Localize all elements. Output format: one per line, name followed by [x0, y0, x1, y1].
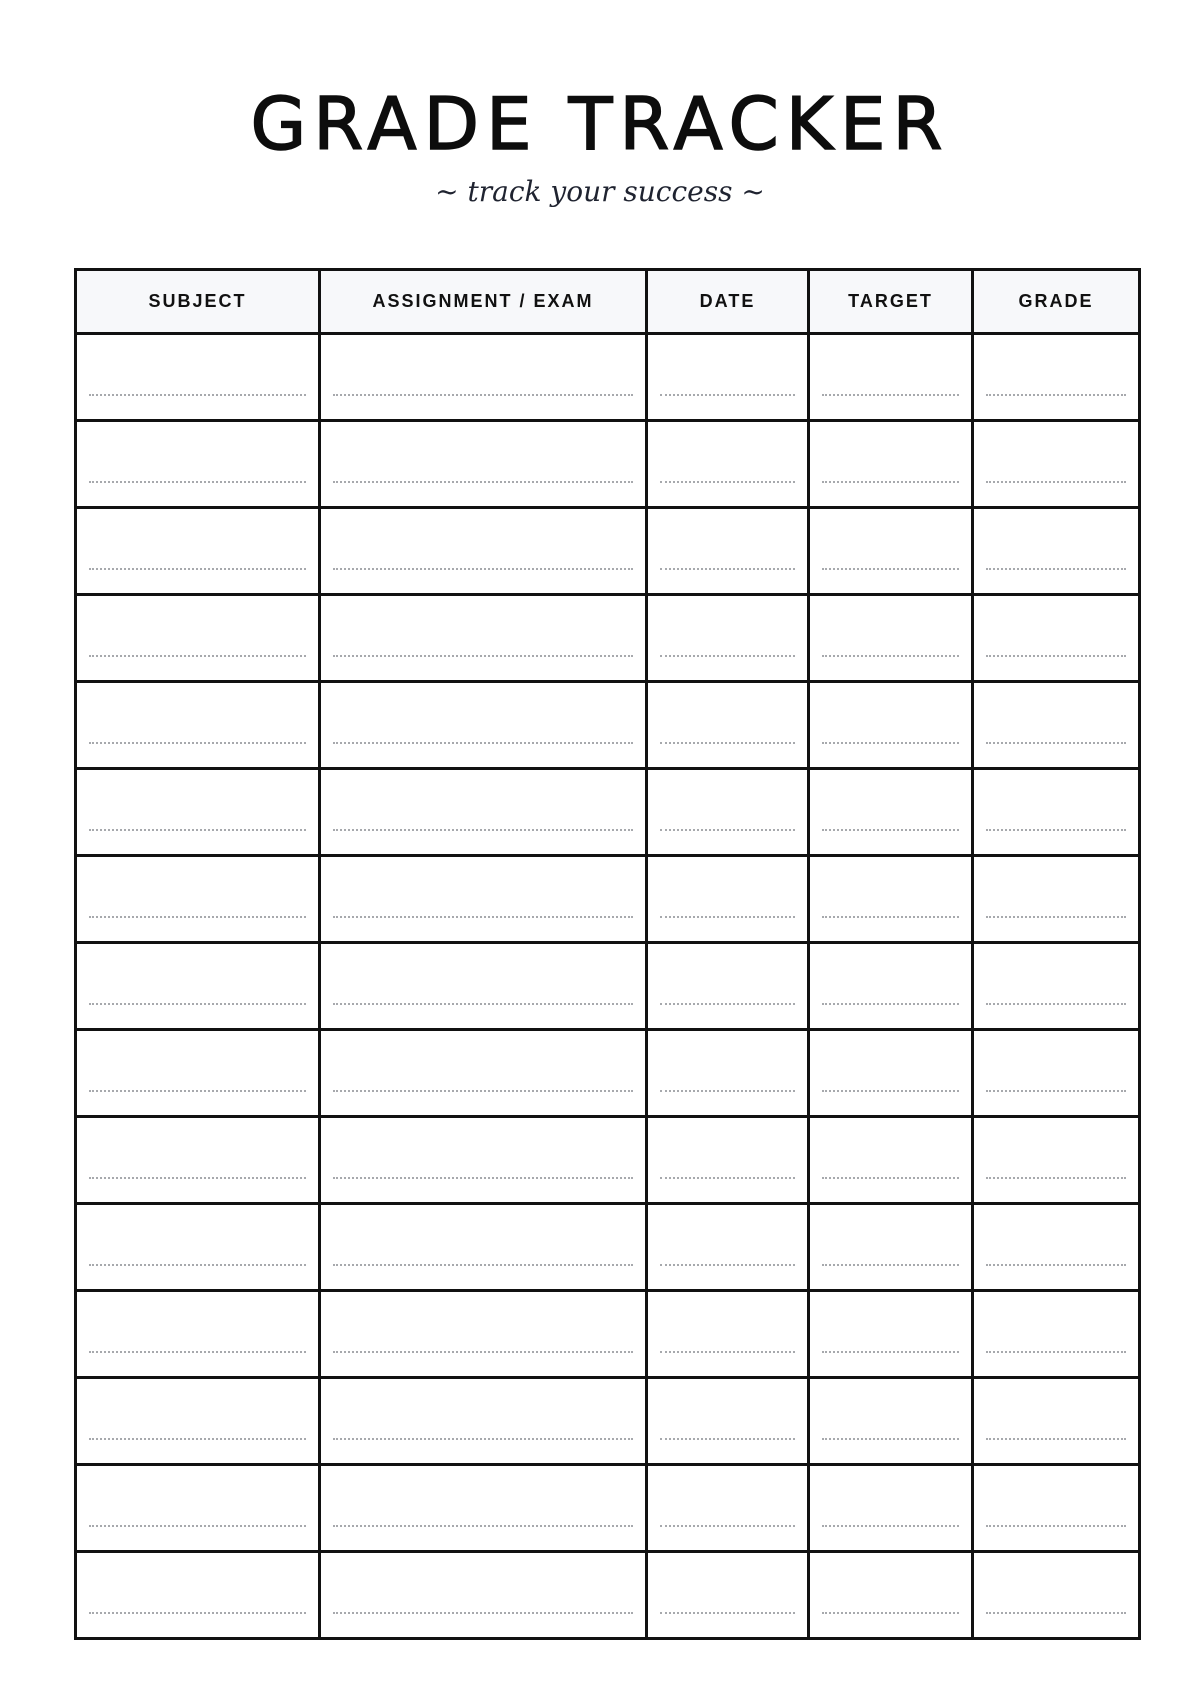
dotted-writing-line [822, 1177, 959, 1179]
cell-target[interactable] [809, 595, 973, 682]
cell-date[interactable] [647, 682, 809, 769]
dotted-writing-line [660, 1090, 795, 1092]
table-row [76, 1117, 1140, 1204]
cell-target[interactable] [809, 1030, 973, 1117]
dotted-writing-line [333, 655, 633, 657]
dotted-writing-line [660, 1351, 795, 1353]
column-header-target: TARGET [809, 270, 973, 334]
dotted-writing-line [822, 1525, 959, 1527]
dotted-writing-line [89, 1438, 306, 1440]
table-row [76, 1465, 1140, 1552]
table-row [76, 1204, 1140, 1291]
cell-target[interactable] [809, 856, 973, 943]
cell-subject[interactable] [76, 769, 320, 856]
dotted-writing-line [333, 1612, 633, 1614]
table-row [76, 856, 1140, 943]
dotted-writing-line [660, 829, 795, 831]
cell-target[interactable] [809, 1291, 973, 1378]
cell-grade[interactable] [973, 1117, 1140, 1204]
dotted-writing-line [333, 916, 633, 918]
cell-date[interactable] [647, 1204, 809, 1291]
cell-subject[interactable] [76, 682, 320, 769]
cell-target[interactable] [809, 1117, 973, 1204]
table-row [76, 769, 1140, 856]
dotted-writing-line [822, 1438, 959, 1440]
dotted-writing-line [822, 1264, 959, 1266]
cell-subject[interactable] [76, 1204, 320, 1291]
cell-assignment[interactable] [320, 943, 647, 1030]
dotted-writing-line [660, 1438, 795, 1440]
dotted-writing-line [89, 1525, 306, 1527]
dotted-writing-line [89, 1612, 306, 1614]
dotted-writing-line [660, 1612, 795, 1614]
dotted-writing-line [89, 568, 306, 570]
dotted-writing-line [660, 1525, 795, 1527]
dotted-writing-line [986, 1525, 1126, 1527]
cell-assignment[interactable] [320, 1030, 647, 1117]
cell-grade[interactable] [973, 856, 1140, 943]
cell-date[interactable] [647, 421, 809, 508]
table-row [76, 508, 1140, 595]
cell-date[interactable] [647, 1378, 809, 1465]
dotted-writing-line [822, 481, 959, 483]
column-header-subject: SUBJECT [76, 270, 320, 334]
cell-subject[interactable] [76, 1552, 320, 1639]
cell-date[interactable] [647, 769, 809, 856]
dotted-writing-line [986, 742, 1126, 744]
dotted-writing-line [660, 481, 795, 483]
cell-date[interactable] [647, 1030, 809, 1117]
table-header [76, 270, 1140, 334]
dotted-writing-line [986, 916, 1126, 918]
cell-target[interactable] [809, 1204, 973, 1291]
dotted-writing-line [822, 1003, 959, 1005]
cell-subject[interactable] [76, 943, 320, 1030]
column-header-grade: GRADE [973, 270, 1140, 334]
cell-grade[interactable] [973, 1204, 1140, 1291]
table-row [76, 1552, 1140, 1639]
cell-target[interactable] [809, 334, 973, 421]
dotted-writing-line [89, 481, 306, 483]
dotted-writing-line [333, 568, 633, 570]
cell-target[interactable] [809, 682, 973, 769]
column-header-assignment: ASSIGNMENT / EXAM [320, 270, 647, 334]
cell-assignment[interactable] [320, 421, 647, 508]
dotted-writing-line [822, 742, 959, 744]
cell-assignment[interactable] [320, 856, 647, 943]
cell-date[interactable] [647, 943, 809, 1030]
table-row [76, 1030, 1140, 1117]
column-header-date: DATE [647, 270, 809, 334]
dotted-writing-line [660, 568, 795, 570]
cell-target[interactable] [809, 421, 973, 508]
cell-subject[interactable] [76, 595, 320, 682]
dotted-writing-line [660, 916, 795, 918]
table-row [76, 334, 1140, 421]
cell-grade[interactable] [973, 769, 1140, 856]
dotted-writing-line [333, 1438, 633, 1440]
cell-assignment[interactable] [320, 1465, 647, 1552]
header-row [76, 270, 1140, 334]
cell-date[interactable] [647, 1291, 809, 1378]
dotted-writing-line [89, 1351, 306, 1353]
table-row [76, 682, 1140, 769]
table-row [76, 943, 1140, 1030]
dotted-writing-line [333, 829, 633, 831]
dotted-writing-line [822, 1351, 959, 1353]
dotted-writing-line [333, 1090, 633, 1092]
cell-date[interactable] [647, 595, 809, 682]
dotted-writing-line [822, 916, 959, 918]
cell-subject[interactable] [76, 421, 320, 508]
cell-target[interactable] [809, 1378, 973, 1465]
table-body [76, 334, 1140, 1639]
cell-target[interactable] [809, 769, 973, 856]
cell-grade[interactable] [973, 1030, 1140, 1117]
cell-grade[interactable] [973, 1552, 1140, 1639]
dotted-writing-line [986, 394, 1126, 396]
dotted-writing-line [333, 1177, 633, 1179]
dotted-writing-line [986, 1177, 1126, 1179]
cell-date[interactable] [647, 1117, 809, 1204]
cell-target[interactable] [809, 508, 973, 595]
dotted-writing-line [986, 1438, 1126, 1440]
cell-grade[interactable] [973, 1465, 1140, 1552]
dotted-writing-line [986, 1612, 1126, 1614]
cell-date[interactable] [647, 856, 809, 943]
grade-table [74, 268, 1141, 1640]
table-row [76, 595, 1140, 682]
cell-assignment[interactable] [320, 1204, 647, 1291]
cell-grade[interactable] [973, 334, 1140, 421]
dotted-writing-line [822, 1090, 959, 1092]
cell-grade[interactable] [973, 421, 1140, 508]
dotted-writing-line [986, 829, 1126, 831]
dotted-writing-line [986, 1090, 1126, 1092]
table-row [76, 1291, 1140, 1378]
dotted-writing-line [333, 742, 633, 744]
dotted-writing-line [986, 1264, 1126, 1266]
page-subtitle: ~ track your success ~ [435, 175, 765, 208]
dotted-writing-line [333, 394, 633, 396]
dotted-writing-line [986, 655, 1126, 657]
dotted-writing-line [986, 1003, 1126, 1005]
dotted-writing-line [89, 394, 306, 396]
dotted-writing-line [986, 1351, 1126, 1353]
cell-assignment[interactable] [320, 1117, 647, 1204]
dotted-writing-line [89, 1090, 306, 1092]
dotted-writing-line [89, 1264, 306, 1266]
cell-grade[interactable] [973, 1291, 1140, 1378]
dotted-writing-line [333, 1351, 633, 1353]
cell-target[interactable] [809, 943, 973, 1030]
dotted-writing-line [822, 829, 959, 831]
cell-assignment[interactable] [320, 508, 647, 595]
cell-grade[interactable] [973, 508, 1140, 595]
dotted-writing-line [89, 742, 306, 744]
cell-assignment[interactable] [320, 1378, 647, 1465]
dotted-writing-line [89, 916, 306, 918]
dotted-writing-line [333, 1003, 633, 1005]
cell-subject[interactable] [76, 1465, 320, 1552]
dotted-writing-line [660, 1003, 795, 1005]
dotted-writing-line [660, 1264, 795, 1266]
dotted-writing-line [822, 655, 959, 657]
cell-grade[interactable] [973, 682, 1140, 769]
cell-subject[interactable] [76, 1030, 320, 1117]
cell-assignment[interactable] [320, 1291, 647, 1378]
dotted-writing-line [89, 655, 306, 657]
table-row [76, 1378, 1140, 1465]
dotted-writing-line [333, 481, 633, 483]
dotted-writing-line [333, 1525, 633, 1527]
cell-assignment[interactable] [320, 334, 647, 421]
cell-assignment[interactable] [320, 769, 647, 856]
cell-target[interactable] [809, 1552, 973, 1639]
dotted-writing-line [333, 1264, 633, 1266]
cell-grade[interactable] [973, 943, 1140, 1030]
dotted-writing-line [89, 1003, 306, 1005]
dotted-writing-line [89, 1177, 306, 1179]
dotted-writing-line [660, 742, 795, 744]
cell-date[interactable] [647, 334, 809, 421]
dotted-writing-line [986, 568, 1126, 570]
cell-subject[interactable] [76, 1291, 320, 1378]
dotted-writing-line [89, 829, 306, 831]
cell-date[interactable] [647, 508, 809, 595]
cell-subject[interactable] [76, 1378, 320, 1465]
dotted-writing-line [986, 481, 1126, 483]
cell-subject[interactable] [76, 1117, 320, 1204]
cell-assignment[interactable] [320, 1552, 647, 1639]
dotted-writing-line [660, 394, 795, 396]
table-row [76, 421, 1140, 508]
dotted-writing-line [822, 1612, 959, 1614]
cell-assignment[interactable] [320, 682, 647, 769]
cell-subject[interactable] [76, 856, 320, 943]
cell-target[interactable] [809, 1465, 973, 1552]
cell-date[interactable] [647, 1465, 809, 1552]
cell-subject[interactable] [76, 508, 320, 595]
cell-subject[interactable] [76, 334, 320, 421]
dotted-writing-line [660, 1177, 795, 1179]
dotted-writing-line [822, 394, 959, 396]
cell-grade[interactable] [973, 595, 1140, 682]
dotted-writing-line [660, 655, 795, 657]
dotted-writing-line [822, 568, 959, 570]
cell-date[interactable] [647, 1552, 809, 1639]
cell-assignment[interactable] [320, 595, 647, 682]
page-title: GRADE TRACKER [250, 82, 950, 166]
cell-grade[interactable] [973, 1378, 1140, 1465]
